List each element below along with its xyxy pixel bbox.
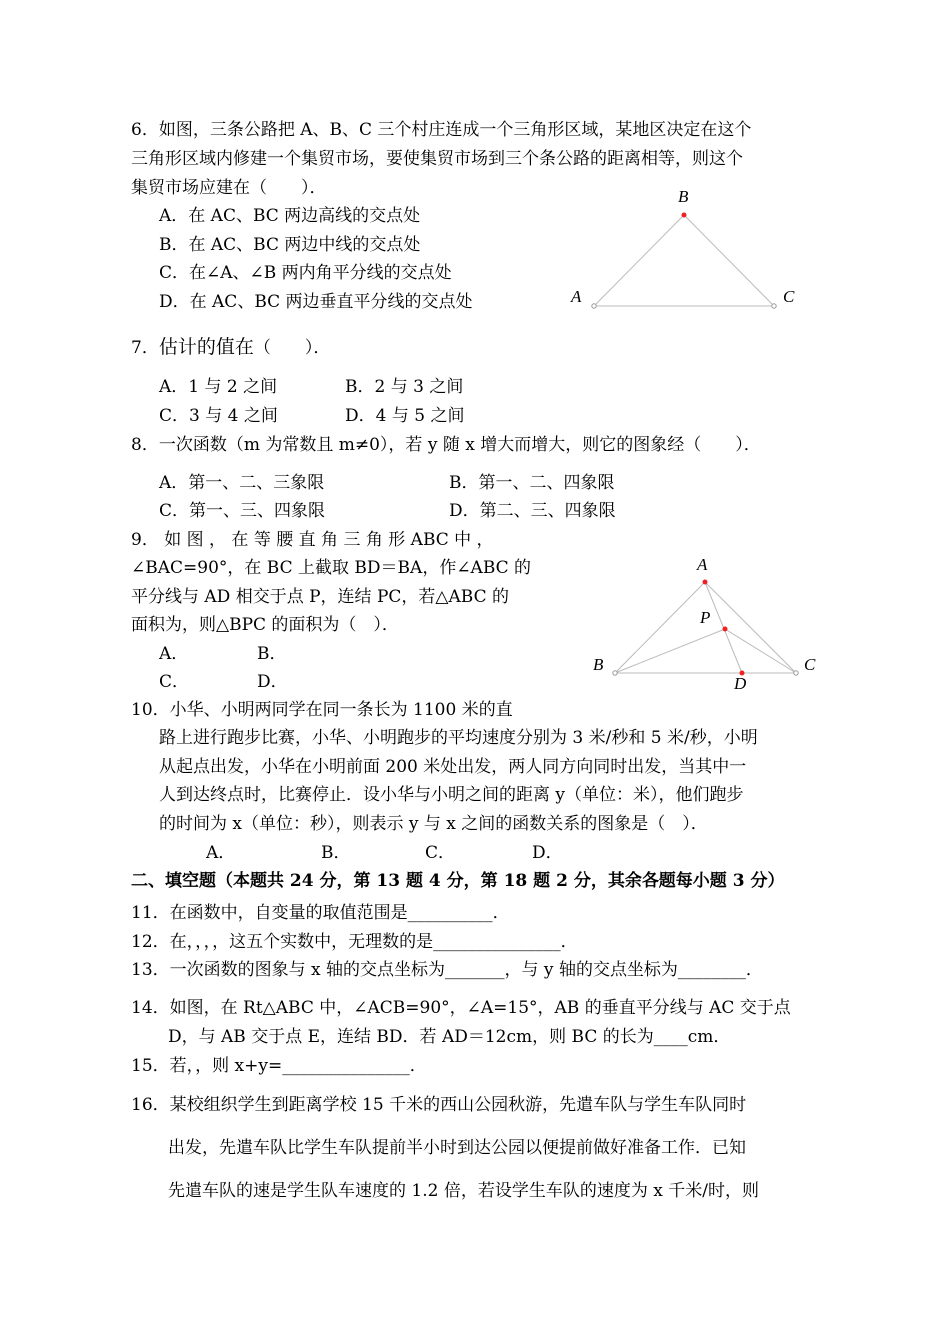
q10-option-d: D． bbox=[532, 843, 563, 863]
q16-line3: 先遣车队的速是学生队车速度的 1.2 倍，若设学生车队的速度为 x 千米/时，则 bbox=[168, 1181, 759, 1201]
q7-option-a: A．1 与 2 之间 bbox=[159, 377, 278, 397]
q9-line1: 9． 如 图 ， 在 等 腰 直 角 三 角 形 ABC 中 ， bbox=[131, 530, 494, 550]
q9-label-p: P bbox=[700, 608, 711, 627]
q9-point-c bbox=[794, 671, 798, 675]
q14-line1: 14．如图，在 Rt△ABC 中，∠ACB=90°，∠A=15°，AB 的垂直平分线与 AC 交于点 bbox=[131, 998, 791, 1018]
q11: 11．在函数中，自变量的取值范围是__________． bbox=[131, 903, 510, 923]
q14-line2: D，与 AB 交于点 E，连结 BD．若 AD＝12cm，则 BC 的长为____cm． bbox=[168, 1027, 731, 1047]
q6-point-a bbox=[592, 304, 596, 308]
q9-option-c: C． bbox=[159, 672, 190, 692]
q7-option-b: B．2 与 3 之间 bbox=[345, 377, 464, 397]
q9-line2: ∠BAC=90°，在 BC 上截取 BD＝BA，作∠ABC 的 bbox=[131, 558, 532, 578]
q10-line5: 的时间为 x（单位：秒），则表示 y 与 x 之间的函数关系的图象是（ ）． bbox=[159, 814, 708, 834]
q9-option-a: A． bbox=[159, 644, 189, 664]
section2-heading: 二、填空题（本题共 24 分，第 13 题 4 分，第 18 题 2 分，其余各题每小题 3 分） bbox=[131, 871, 785, 891]
q12: 12．在，，，，这五个实数中，无理数的是_______________． bbox=[131, 932, 578, 952]
q6-label-c: C bbox=[783, 287, 795, 306]
q10-option-c: C． bbox=[425, 843, 456, 863]
q6-option-d: D．在 AC、BC 两边垂直平分线的交点处 bbox=[159, 292, 473, 312]
q7-option-d: D．4 与 5 之间 bbox=[345, 406, 465, 426]
q6-option-a: A．在 AC、BC 两边高线的交点处 bbox=[159, 206, 421, 226]
q6-line3: 集贸市场应建在（ ）． bbox=[131, 178, 327, 198]
q9-point-a bbox=[703, 580, 708, 585]
q9-side-ac bbox=[705, 582, 796, 673]
q8-option-c: C．第一、三、四象限 bbox=[159, 501, 326, 521]
q8-stem: 8．一次函数（m 为常数且 m≠0），若 y 随 x 增大而增大，则它的图象经（ ）． bbox=[131, 435, 761, 455]
q6-side-bc bbox=[684, 215, 774, 306]
q9-label-b: B bbox=[593, 655, 604, 674]
q9-side-ab bbox=[615, 582, 705, 673]
q9-option-d: D． bbox=[257, 672, 288, 692]
q9-line4: 面积为，则△BPC 的面积为（ ）． bbox=[131, 615, 399, 635]
q16-line1: 16．某校组织学生到距离学校 15 千米的西山公园秋游，先遣车队与学生车队同时 bbox=[131, 1095, 747, 1115]
q6-point-b bbox=[682, 213, 687, 218]
q7-number: 7． bbox=[131, 338, 159, 358]
q7-option-c: C．3 与 4 之间 bbox=[159, 406, 278, 426]
q10-line2: 路上进行跑步比赛，小华、小明跑步的平均速度分别为 3 米/秒和 5 米/秒，小明 bbox=[159, 728, 758, 748]
q16-line2: 出发，先遣车队比学生车队提前半小时到达公园以便提前做好准备工作．已知 bbox=[168, 1138, 746, 1158]
q9-line3: 平分线与 AD 相交于点 P，连结 PC，若△ABC 的 bbox=[131, 587, 509, 607]
q9-triangle-figure bbox=[585, 548, 825, 698]
q9-option-b: B． bbox=[257, 644, 287, 664]
q8-option-b: B．第一、二、四象限 bbox=[449, 473, 615, 493]
q8-option-d: D．第二、三、四象限 bbox=[449, 501, 616, 521]
q7-stem-big: 估计的值在 bbox=[158, 336, 254, 358]
q10-option-b: B． bbox=[321, 843, 351, 863]
q15: 15．若，，则 x+y=_______________． bbox=[131, 1056, 427, 1076]
q6-option-b: B．在 AC、BC 两边中线的交点处 bbox=[159, 235, 421, 255]
q6-label-a: A bbox=[571, 287, 582, 306]
q10-line4: 人到达终点时，比赛停止．设小华与小明之间的距离 y（单位：米），他们跑步 bbox=[159, 785, 744, 805]
q9-bisector-bp bbox=[615, 629, 725, 673]
q6-line2: 三角形区域内修建一个集贸市场，要使集贸市场到三个条公路的距离相等，则这个 bbox=[131, 149, 743, 169]
q9-label-d: D bbox=[734, 674, 747, 693]
q9-label-a: A bbox=[697, 555, 708, 574]
q6-triangle-figure bbox=[560, 180, 810, 320]
q10-line1: 10．小华、小明两同学在同一条长为 1100 米的直 bbox=[131, 700, 513, 720]
q7-stem-tail: （ ）． bbox=[253, 338, 331, 358]
q9-point-b bbox=[613, 671, 617, 675]
q6-side-ab bbox=[594, 215, 684, 306]
q13: 13．一次函数的图象与 x 轴的交点坐标为_______，与 y 轴的交点坐标为________． bbox=[131, 960, 763, 980]
q9-label-c: C bbox=[804, 655, 816, 674]
q6-point-c bbox=[772, 304, 776, 308]
q6-line1: 6．如图，三条公路把 A、B、C 三个村庄连成一个三角形区域，某地区决定在这个 bbox=[131, 120, 752, 140]
q9-segment-pc bbox=[725, 629, 796, 673]
q6-option-c: C．在∠A、∠B 两内角平分线的交点处 bbox=[159, 263, 452, 283]
q9-point-p bbox=[723, 627, 728, 632]
q8-option-a: A．第一、二、三象限 bbox=[159, 473, 325, 493]
q10-line3: 从起点出发，小华在小明前面 200 米处出发，两人同方向同时出发，当其中一 bbox=[159, 757, 747, 777]
q7-stem bbox=[131, 336, 330, 359]
q6-label-b: B bbox=[678, 187, 689, 206]
q10-option-a: A． bbox=[206, 843, 236, 863]
